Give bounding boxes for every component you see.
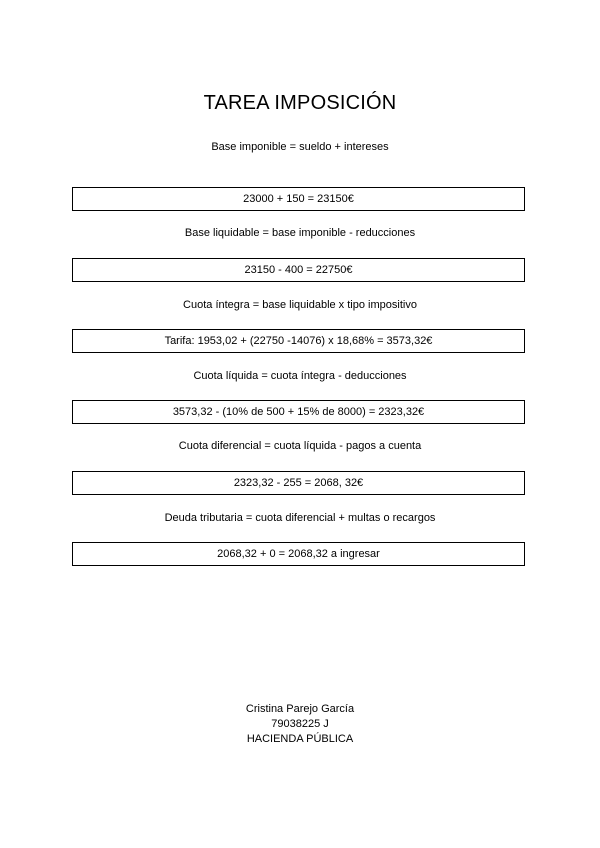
formula-base-imponible: Base imponible = sueldo + intereses (211, 141, 389, 153)
result-box-deuda-tributaria: 2068,32 + 0 = 2068,32 a ingresar (72, 542, 525, 566)
formula-cuota-diferencial: Cuota diferencial = cuota líquida - pagos a cuenta (178, 440, 422, 452)
formula-cuota-liquida: Cuota líquida = cuota íntegra - deducciones (193, 370, 407, 382)
result-box-cuota-diferencial: 2323,32 - 255 = 2068, 32€ (72, 471, 525, 495)
subject-name: HACIENDA PÚBLICA (246, 733, 354, 745)
author-name: Cristina Parejo García (245, 703, 355, 715)
result-box-cuota-liquida: 3573,32 - (10% de 500 + 15% de 8000) = 2323,32€ (72, 400, 525, 424)
document-title: TAREA IMPOSICIÓN (203, 92, 397, 114)
author-footer (0, 702, 600, 747)
formula-base-liquidable: Base liquidable = base imponible - reducciones (184, 227, 416, 239)
formula-deuda-tributaria: Deuda tributaria = cuota diferencial + multas o recargos (164, 512, 436, 524)
formula-cuota-integra: Cuota íntegra = base liquidable x tipo impositivo (183, 299, 417, 311)
result-box-base-liquidable: 23150 - 400 = 22750€ (72, 258, 525, 282)
result-box-base-imponible: 23000 + 150 = 23150€ (72, 187, 525, 211)
author-id: 79038225 J (271, 718, 329, 730)
result-box-cuota-integra: Tarifa: 1953,02 + (22750 -14076) x 18,68% = 3573,32€ (72, 329, 525, 353)
